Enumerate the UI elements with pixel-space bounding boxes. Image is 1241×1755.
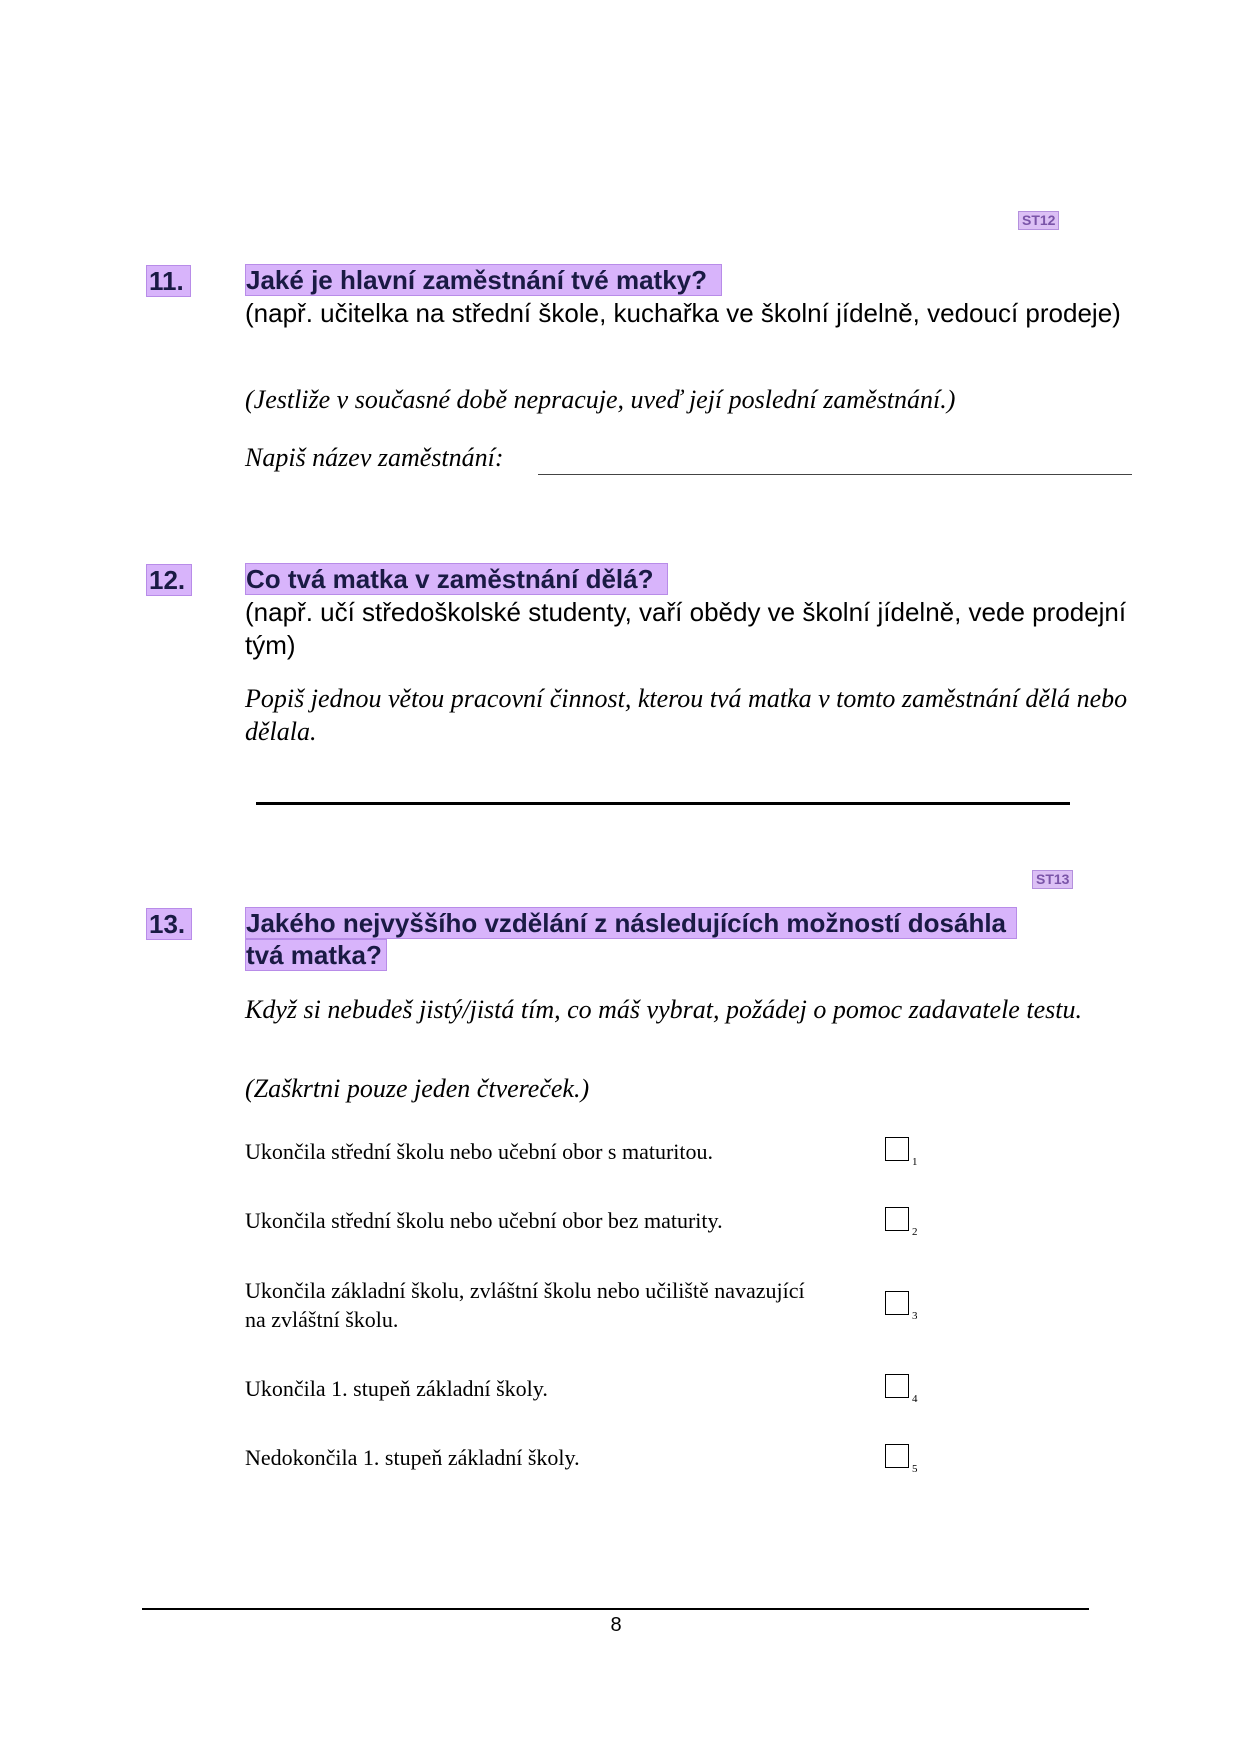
question-title-13-line2: tvá matka? [245,939,387,971]
option-label-4: Ukončila 1. stupeň základní školy. [245,1376,548,1401]
option-label-3: Ukončila základní školu, zvláštní školu nebo učiliště navazující na zvláštní školu. [245,1278,805,1332]
question-title-12: Co tvá matka v zaměstnání dělá? [245,563,668,595]
footer-divider [142,1608,1089,1610]
question-instruction-13: Když si nebudeš jistý/jistá tím, co máš vybrat, požádej o pomoc zadavatele testu. [245,995,1082,1024]
variable-code-st13: ST13 [1032,870,1073,889]
occupation-name-field[interactable] [538,442,1132,475]
question-title-11: Jaké je hlavní zaměstnání tvé matky? [245,264,722,296]
occupation-field-label: Napiš název zaměstnání: [245,443,504,472]
option-code-5: 5 [912,1463,918,1475]
option-code-4: 4 [912,1393,918,1405]
page-number: 8 [610,1614,622,1636]
option-checkbox-3[interactable] [885,1291,909,1315]
option-checkbox-5[interactable] [885,1444,909,1468]
option-code-3: 3 [912,1310,918,1322]
question-number-13: 13. [146,908,192,940]
option-label-5: Nedokončila 1. stupeň základní školy. [245,1445,580,1470]
job-description-answer-line[interactable] [256,770,1070,805]
option-checkbox-4[interactable] [885,1374,909,1398]
option-label-2: Ukončila střední školu nebo učební obor bez maturity. [245,1208,723,1233]
variable-code-st12: ST12 [1018,211,1059,230]
question-note-11: (Jestliže v současné době nepracuje, uveď její poslední zaměstnání.) [245,385,956,414]
option-code-1: 1 [912,1156,918,1168]
option-checkbox-2[interactable] [885,1207,909,1231]
question-instruction-12: Popiš jednou větou pracovní činnost, kterou tvá matka v tomto zaměstnání dělá nebo dělala. [245,684,1128,746]
option-label-1: Ukončila střední školu nebo učební obor s maturitou. [245,1139,714,1164]
question-note-13: (Zaškrtni pouze jeden čtvereček.) [245,1074,590,1103]
option-checkbox-1[interactable] [885,1137,909,1161]
question-number-11: 11. [146,265,191,297]
option-code-2: 2 [912,1226,918,1238]
question-title-13-line1: Jakého nejvyššího vzdělání z následujících možností dosáhla [245,907,1017,939]
question-example-11: (např. učitelka na střední škole, kuchařka ve školní jídelně, vedoucí prodeje) [245,298,1121,328]
question-number-12: 12. [146,564,192,596]
question-example-12: (např. učí středoškolské studenty, vaří obědy ve školní jídelně, vede prodejní tým) [245,597,1127,660]
